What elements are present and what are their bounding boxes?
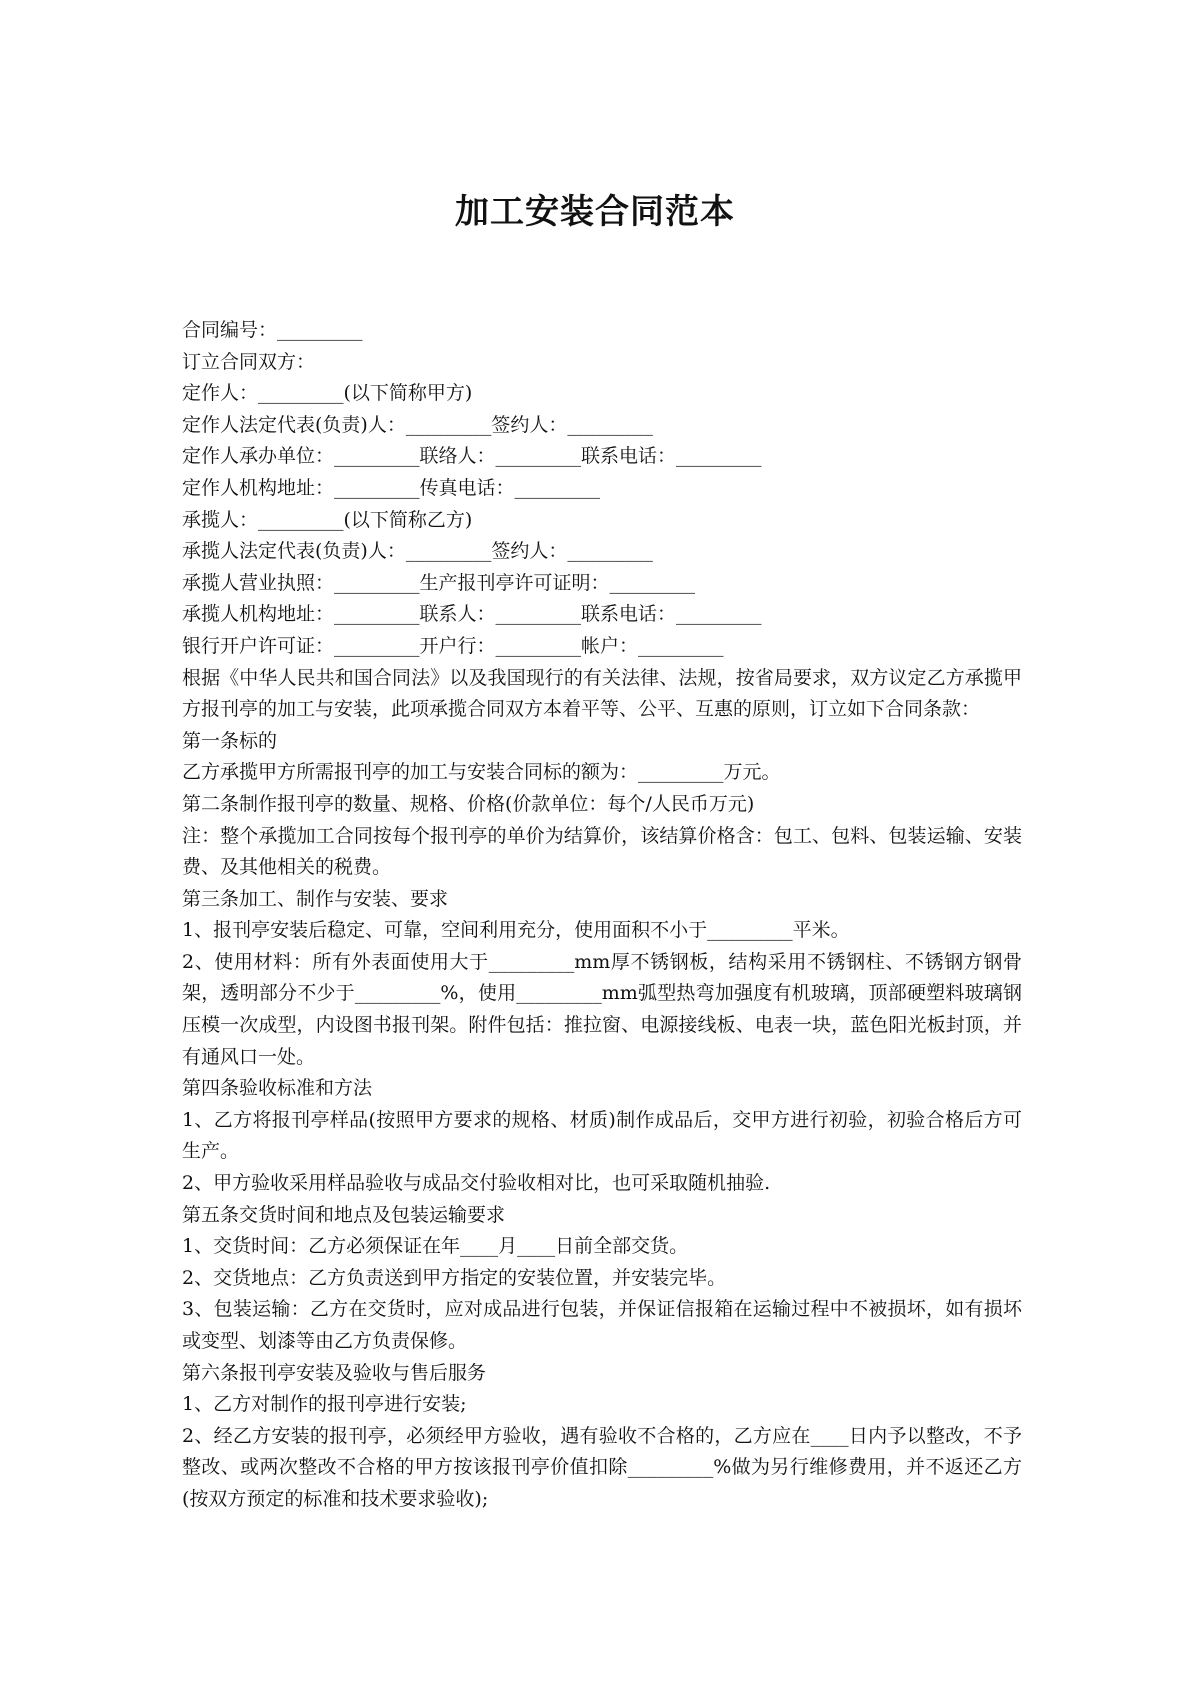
article-4-item-2: 2、甲方验收采用样品验收与成品交付验收相对比，也可采取随机抽验.: [182, 1172, 771, 1195]
bank-account-line: 银行开户许可证：_________开户行：_________帐户：_________: [182, 634, 724, 657]
article-6-item-2: 2、经乙方安装的报刊亭，必须经甲方验收，遇有验收不合格的，乙方应在____日内予以整改，不予整改、或两次整改不合格的甲方按该报刊亭价值扣除_________%做为另行维修费用，并不返还乙方(按双方预定的标准和技术要求验收);: [182, 1424, 1022, 1510]
contractor-line: 承揽人：_________(以下简称乙方): [182, 508, 473, 531]
article-1-text: 乙方承揽甲方所需报刊亭的加工与安装合同标的额为：_________万元。: [182, 761, 781, 784]
contractor-license-line: 承揽人营业执照：_________生产报刊亭许可证明：_________: [182, 571, 696, 594]
article-1-heading: 第一条标的: [182, 729, 278, 752]
article-6-heading: 第六条报刊亭安装及验收与售后服务: [182, 1361, 487, 1384]
article-5-heading: 第五条交货时间和地点及包装运输要求: [182, 1203, 506, 1226]
parties-heading: 订立合同双方：: [182, 350, 316, 373]
article-5-item-1: 1、交货时间：乙方必须保证在年____月____日前全部交货。: [182, 1235, 689, 1258]
orderer-address-line: 定作人机构地址：_________传真电话：_________: [182, 476, 601, 499]
article-2-note: 注：整个承揽加工合同按每个报刊亭的单价为结算价，该结算价格含：包工、包料、包装运输、安装费、及其他相关的税费。: [182, 824, 1022, 879]
orderer-line: 定作人：_________(以下简称甲方): [182, 382, 473, 405]
orderer-unit-line: 定作人承办单位：_________联络人：_________联系电话：_________: [182, 445, 762, 468]
article-3-item-1: 1、报刊亭安装后稳定、可靠，空间利用充分，使用面积不小于_________平米。: [182, 919, 850, 942]
document-title: 加工安装合同范本: [455, 192, 735, 232]
contract-number-line: 合同编号：_________: [182, 319, 363, 341]
article-4-heading: 第四条验收标准和方法: [182, 1077, 373, 1100]
article-2-heading: 第二条制作报刊亭的数量、规格、价格(价款单位：每个/人民币万元): [182, 792, 755, 815]
contractor-representative-line: 承揽人法定代表(负责)人：_________签约人：_________: [182, 540, 653, 563]
article-4-item-1: 1、乙方将报刊亭样品(按照甲方要求的规格、材质)制作成品后，交甲方进行初验，初验合格后方可生产。: [182, 1108, 1022, 1163]
article-3-item-2: 2、使用材料：所有外表面使用大于_________mm厚不锈钢板，结构采用不锈钢柱、不锈钢方钢骨架，透明部分不少于_________%，使用_________mm弧型热弯加强度有机玻璃，顶部硬塑料玻璃钢压模一次成型，内设图书报刊架。附件包括：推拉窗、电源接线板、电表一块，蓝色阳光板封顶，并有通风口一处。: [182, 950, 1022, 1068]
preamble-paragraph: 根据《中华人民共和国合同法》以及我国现行的有关法律、法规，按省局要求，双方议定乙方承揽甲方报刊亭的加工与安装，此项承揽合同双方本着平等、公平、互惠的原则，订立如下合同条款：: [182, 666, 1022, 721]
article-5-item-3: 3、包装运输：乙方在交货时，应对成品进行包装，并保证信报箱在运输过程中不被损坏，如有损坏或变型、划漆等由乙方负责保修。: [182, 1298, 1022, 1352]
contractor-address-line: 承揽人机构地址：_________联系人：_________联系电话：_________: [182, 603, 762, 626]
orderer-representative-line: 定作人法定代表(负责)人：_________签约人：_________: [182, 413, 653, 436]
article-6-item-1: 1、乙方对制作的报刊亭进行安装;: [182, 1393, 467, 1416]
article-5-item-2: 2、交货地点：乙方负责送到甲方指定的安装位置，并安装完毕。: [182, 1266, 727, 1289]
article-3-heading: 第三条加工、制作与安装、要求: [182, 887, 449, 910]
document-body: [182, 315, 1022, 1516]
